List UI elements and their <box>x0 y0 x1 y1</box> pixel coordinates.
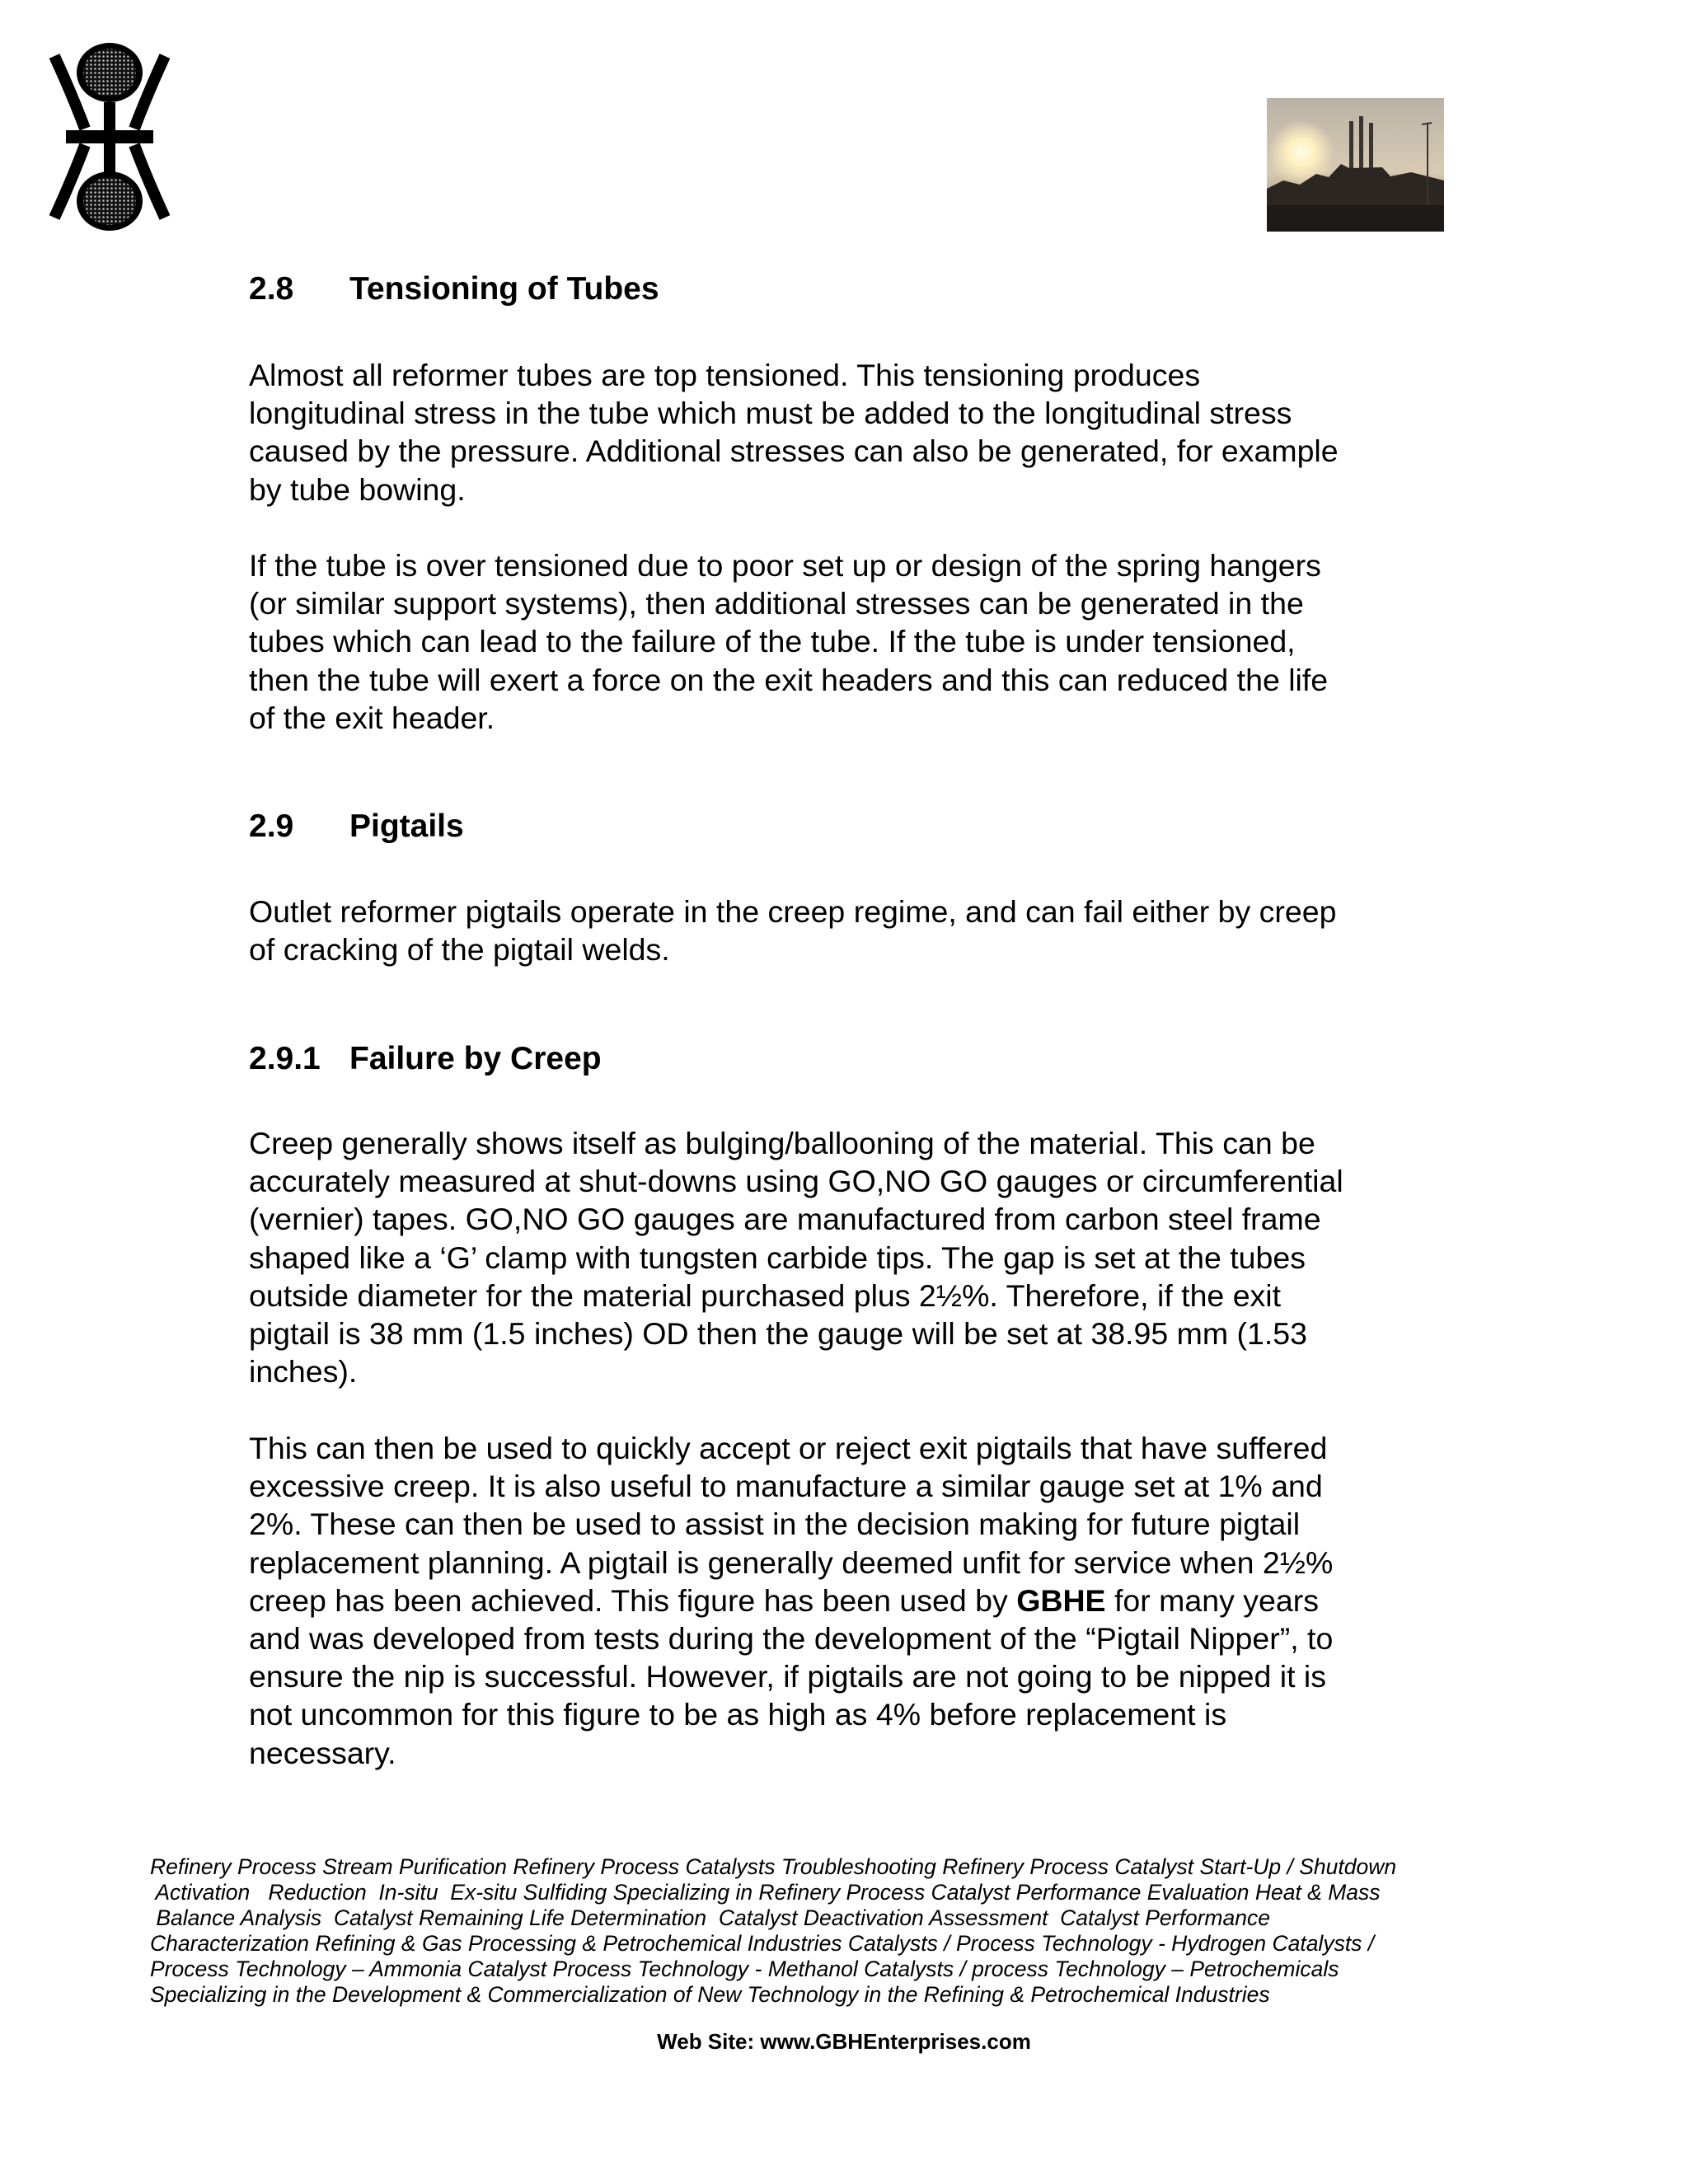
footer-line: Process Technology – Ammonia Catalyst Process Technology - Methanol Catalysts / process Technology – Petrochemicals <box>150 1957 1339 1981</box>
company-logo <box>48 38 171 236</box>
footer-services-list <box>150 1854 1469 2008</box>
text-line: outside diameter for the material purchased plus 2½%. Therefore, if the exit <box>249 1277 1282 1313</box>
refinery-sunset-photo <box>1267 98 1444 232</box>
text-line: necessary. <box>249 1735 396 1770</box>
text-line: then the tube will exert a force on the exit headers and this can reduced the life <box>249 662 1329 697</box>
text-line: 2%. These can then be used to assist in the decision making for future pigtail <box>249 1507 1301 1542</box>
text-line: Outlet reformer pigtails operate in the creep regime, and can fail either by creep <box>249 894 1337 929</box>
section-heading-2-9-1 <box>249 1040 1452 1078</box>
text-line: pigtail is 38 mm (1.5 inches) OD then the gauge will be set at 38.95 mm (1.53 <box>249 1316 1307 1352</box>
text-line: (or similar support systems), then additional stresses can be generated in the <box>249 586 1304 621</box>
text-line: longitudinal stress in the tube which must be added to the longitudinal stress <box>249 396 1292 431</box>
section-heading-2-9 <box>249 808 1452 846</box>
text-line: and was developed from tests during the development of the “Pigtail Nipper”, to <box>249 1621 1334 1657</box>
footer-line: Activation Reduction In-situ Ex-situ Sulfiding Specializing in Refinery Process Catalyst Performance Evaluation Heat & Mass <box>150 1880 1381 1905</box>
text-line: Almost all reformer tubes are top tensioned. This tensioning produces <box>249 358 1201 392</box>
paragraph-gauge-usage <box>249 1429 1452 1772</box>
text-line: inches). <box>249 1354 358 1390</box>
paragraph-tensioning <box>249 356 1452 509</box>
text-line: shaped like a ‘G’ clamp with tungsten carbide tips. The gap is set at the tubes <box>249 1240 1306 1275</box>
section-title: Failure by Creep <box>349 1041 602 1076</box>
text-line: If the tube is over tensioned due to poor set up or design of the spring hangers <box>249 548 1321 583</box>
text-line: not uncommon for this figure to be as high as 4% before replacement is <box>249 1697 1227 1732</box>
footer-line: Specializing in the Development & Commercialization of New Technology in the Refining & Petrochemical Industries <box>150 1982 1270 2007</box>
text-line: excessive creep. It is also useful to manufacture a similar gauge set at 1% and <box>249 1469 1323 1504</box>
paragraph-over-tensioned <box>249 546 1452 737</box>
section-number: 2.9.1 <box>249 1041 321 1076</box>
text-line: of cracking of the pigtail welds. <box>249 932 670 968</box>
text-line: This can then be used to quickly accept or reject exit pigtails that have suffered <box>249 1431 1328 1465</box>
text-line: caused by the pressure. Additional stresses can also be generated, for example <box>249 434 1339 469</box>
text-line: for many years <box>1105 1582 1319 1618</box>
text-line: (vernier) tapes. GO,NO GO gauges are manufactured from carbon steel frame <box>249 1202 1321 1237</box>
text-line: creep has been achieved. This figure has been used by <box>249 1582 1017 1618</box>
text-line: of the exit header. <box>249 700 495 735</box>
paragraph-pigtails <box>249 893 1452 968</box>
footer-line: Balance Analysis Catalyst Remaining Life Determination Catalyst Deactivation Assessment Catalyst Performance <box>150 1905 1270 1930</box>
footer-line: Characterization Refining & Gas Processing & Petrochemical Industries Catalysts / Process Technology - Hydrogen Catalysts / <box>150 1931 1375 1956</box>
section-number: 2.9 <box>249 808 294 844</box>
section-heading-2-8 <box>249 270 1452 308</box>
section-number: 2.8 <box>249 271 294 307</box>
text-line: replacement planning. A pigtail is generally deemed unfit for service when 2½% <box>249 1544 1334 1580</box>
footer-website: Web Site: www.GBHEnterprises.com <box>657 2029 1031 2054</box>
section-title: Pigtails <box>349 808 464 844</box>
footer-line: Refinery Process Stream Purification Refinery Process Catalysts Troubleshooting Refinery Process Catalyst Start-Up / Shutdown <box>150 1854 1397 1879</box>
text-line: by tube bowing. <box>249 471 466 507</box>
text-line: Creep generally shows itself as bulging/ballooning of the material. This can be <box>249 1126 1315 1160</box>
text-line: ensure the nip is successful. However, if pigtails are not going to be nipped it is <box>249 1659 1326 1694</box>
text-line: accurately measured at shut-downs using GO,NO GO gauges or circumferential <box>249 1164 1343 1199</box>
text-line: tubes which can lead to the failure of the tube. If the tube is under tensioned, <box>249 624 1296 659</box>
company-name-bold: GBHE <box>1016 1582 1106 1618</box>
paragraph-creep <box>249 1124 1452 1390</box>
section-title: Tensioning of Tubes <box>349 271 659 307</box>
